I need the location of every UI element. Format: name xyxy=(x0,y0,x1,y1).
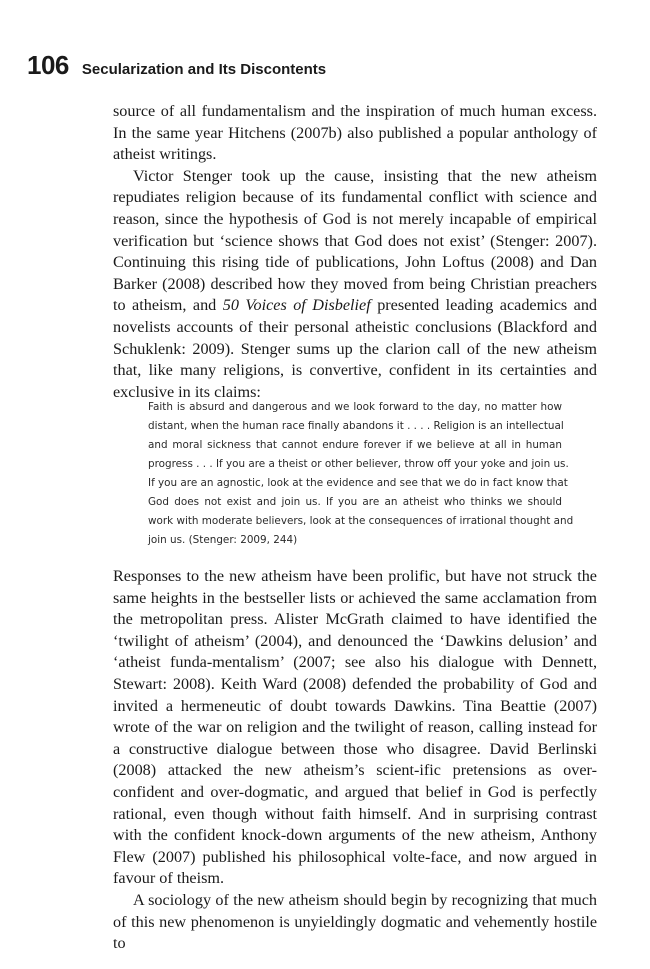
quote-line: work with moderate believers, look at the consequences of irrational thought and xyxy=(148,515,574,527)
body-text-top xyxy=(113,101,597,403)
paragraph-text: presented leading academics and novelists accounts of their personal atheistic conclusions (Blackford and Schuklenk: 2009). Stenger sums up the clarion call of the new atheism that, like many religions, is convertive, confident in its certainties and exclusive in its claims: xyxy=(113,296,598,401)
paragraph: source of all fundamentalism and the inspiration of much human excess. In the same year Hitchens (2007b) also published a popular anthology of atheist writings. xyxy=(113,102,597,164)
paragraph: Responses to the new atheism have been prolific, but have not struck the same heights in the bestseller lists or achieved the same acclamation from the metropolitan press. Alister McGrath claimed to have identified the ‘twilight of atheism’ (2004), and denounced the ‘Dawkins delusion’ and ‘atheist funda-mentalism’ (2007; see also his dialogue with Dennett, Stewart: 2008). Keith Ward (2008) defended the probability of God and invited a hermeneutic of doubt towards Dawkins. Tina Beattie (2007) wrote of the war on religion and the twilight of reason, calling instead for a constructive dialogue between those who disagree. David Berlinski (2008) attacked the new atheism’s scient-ific pretensions as over-confident and over-dogmatic, and argued that belief in God is perfectly rational, even though without faith himself. And in surprising contrast with the confident knock-down arguments of the new atheism, Anthony Flew (2007) published his philosophical volte-face, and now argued in favour of theism. xyxy=(113,567,597,888)
quote-line: progress . . . If you are a theist or other believer, throw off your yoke and join us. xyxy=(148,458,569,470)
paragraph xyxy=(113,166,597,404)
paragraph-text: Victor Stenger took up the cause, insisting that the new atheism repudiates religion because of its fundamental conflict with science and reason, since the hypothesis of God is not merely incapable of empirical verification but ‘science shows that God does not exist’ (Stenger: 2007). Continuing this rising tide of publications, John Loftus (2008) and Dan Barker (2008) described how they moved from being Christian preachers to atheism, and xyxy=(113,166,597,315)
quote-line: distant, when the human race finally abandons it . . . . Religion is an intellectual xyxy=(148,420,564,432)
quote-line: God does not exist and join us. If you are an atheist who thinks we should xyxy=(148,496,562,508)
quote-line: and moral sickness that cannot endure forever if we believe at all in human xyxy=(148,439,562,451)
paragraph: A sociology of the new atheism should begin by recognizing that much of this new phenomenon is unyieldingly dogmatic and vehemently hostile to xyxy=(113,890,597,953)
book-title: 50 Voices of Disbelief xyxy=(222,296,371,315)
body-text-bottom xyxy=(113,566,597,955)
quote-line: join us. (Stenger: 2009, 244) xyxy=(148,534,298,546)
quote-line: If you are an agnostic, look at the evidence and see that we do in fact know that xyxy=(148,477,568,489)
quote-line: Faith is absurd and dangerous and we look forward to the day, no matter how xyxy=(148,401,562,413)
running-header xyxy=(27,50,326,81)
running-title: Secularization and Its Discontents xyxy=(81,61,327,78)
page-number: 106 xyxy=(27,50,69,80)
block-quote xyxy=(148,398,574,550)
